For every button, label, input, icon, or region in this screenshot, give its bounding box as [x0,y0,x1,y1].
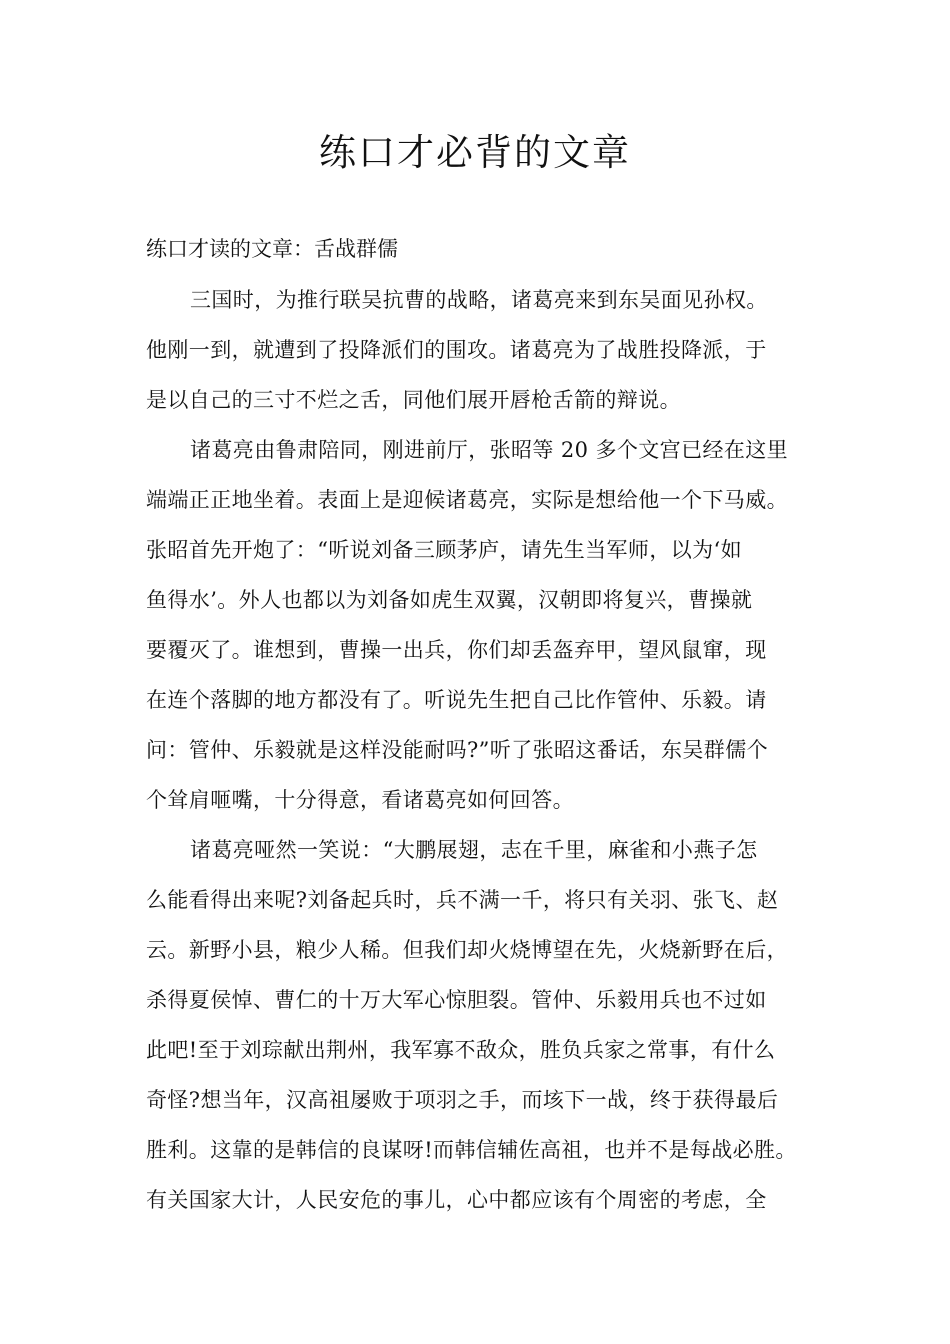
text-line: 诸葛亮由鲁肃陪同，刚进前厅，张昭等 20 多个文宫已经在这里 [190,438,789,462]
text-line: 个耸肩咂嘴，十分得意，看诸葛亮如何回答。 [146,788,574,812]
text-line: 鱼得水’。外人也都以为刘备如虎生双翼，汉朝即将复兴，曹操就 [146,588,753,612]
text-line: 要覆灭了。谁想到，曹操一出兵，你们却丢盔弃甲，望风鼠窜，现 [146,638,767,662]
text-line: 在连个落脚的地方都没有了。听说先生把自己比作管仲、乐毅。请 [146,688,767,712]
text-line: 诸葛亮哑然一笑说：“大鹏展翅，志在千里，麻雀和小燕子怎 [190,838,758,862]
text-line: 他刚一到，就遭到了投降派们的围攻。诸葛亮为了战胜投降派，于 [146,338,767,362]
document-body [146,283,826,1233]
text-line: 张昭首先开炮了：“听说刘备三顾茅庐，请先生当军师，以为‘如 [146,538,743,562]
text-line: 奇怪?想当年，汉高祖屡败于项羽之手，而垓下一战，终于获得最后 [146,1088,779,1112]
paragraph [146,833,826,1233]
text-line: 有关国家大计，人民安危的事儿，心中都应该有个周密的考虑，全 [146,1188,767,1212]
paragraph [146,283,826,433]
text-line: 云。新野小县，粮少人稀。但我们却火烧博望在先，火烧新野在后， [146,938,788,962]
text-line: 么能看得出来呢?刘备起兵时，兵不满一千，将只有关羽、张飞、赵 [146,888,779,912]
document-title: 练口才必背的文章 [319,131,631,174]
text-line: 杀得夏侯悼、曹仁的十万大军心惊胆裂。管仲、乐毅用兵也不过如 [146,988,767,1012]
text-line: 三国时，为推行联吴抗曹的战略，诸葛亮来到东吴面见孙权。 [190,288,768,312]
text-line: 此吧!至于刘琮献出荆州，我军寡不敌众，胜负兵家之常事，有什么 [146,1038,776,1062]
text-line: 端端正正地坐着。表面上是迎候诸葛亮，实际是想给他一个下马威。 [146,488,788,512]
text-line: 胜利。这靠的是韩信的良谋呀!而韩信辅佐高祖，也并不是每战必胜。 [146,1138,797,1162]
document-subtitle: 练口才读的文章：舌战群儒 [146,237,398,261]
paragraph [146,433,826,833]
text-line: 是以自己的三寸不烂之舌，同他们展开唇枪舌箭的辩说。 [146,388,681,412]
text-line: 问：管仲、乐毅就是这样没能耐吗?”听了张昭这番话，东吴群儒个 [146,738,768,762]
